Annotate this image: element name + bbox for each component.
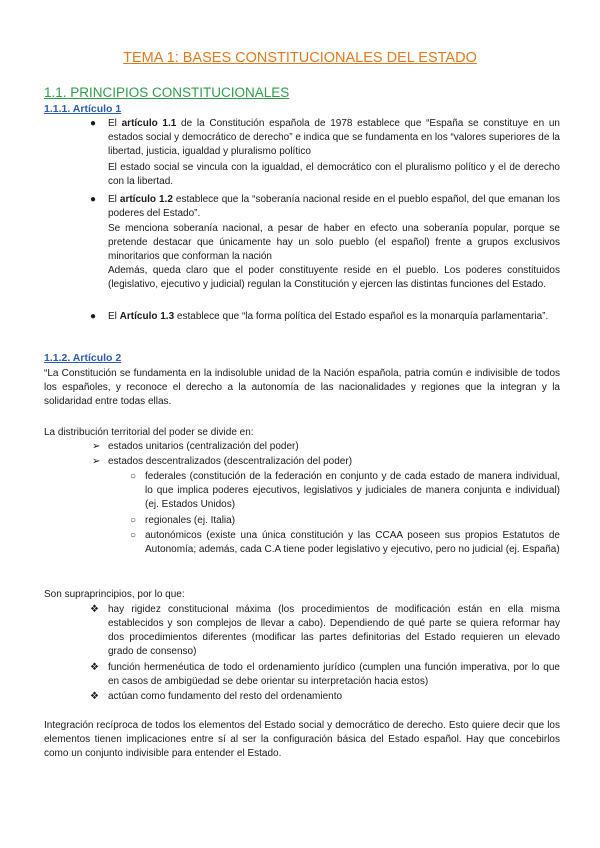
- autonomic-item: autonómicos (existe una única constitución y las CCAA poseen sus propios Estatutos de Autonomía; además, cada C.A tiene poder legislativo y ejecutivo, pero no judicial (ej. España): [145, 530, 560, 555]
- supraprinciple-foundation: actúan como fundamento del resto del ordenamiento: [108, 691, 343, 702]
- text-run: El: [108, 194, 120, 205]
- article-ref: artículo 1.1: [121, 118, 177, 129]
- distribution-intro: La distribución territorial del poder se divide en:: [44, 427, 254, 438]
- article-1-2-item: [108, 193, 560, 221]
- federal-item: federales (constitución de la federación en conjunto y de cada estado de manera individual, lo que implica poderes ejecutivos, legislativos y judiciales de manera conjunta e individual) (ej. Estados Unidos): [145, 471, 560, 510]
- bullet-marker: ●: [90, 118, 97, 129]
- article-1-1-item: [108, 117, 560, 159]
- document-title: TEMA 1: BASES CONSTITUCIONALES DEL ESTADO: [123, 50, 477, 66]
- circle-marker: ○: [130, 530, 137, 541]
- supraprinciple-rigidity: hay rigidez constitucional máxima (los procedimientos de modificación están en ella misma establecidos y son complejos de llevar a cabo). Dependiendo de qué parte se quiera reformar hay dos procedimientos diferentes (modificar las partes definitorias del Estado requieren un elevado grado de consenso): [108, 604, 560, 657]
- diamond-marker: ❖: [90, 691, 99, 702]
- article-1-1-note: El estado social se vincula con la igualdad, el democrático con el pluralismo político y el de derecho con la libertad.: [108, 162, 560, 187]
- article-1-heading: 1.1.1. Artículo 1: [44, 103, 122, 115]
- text-run: establece que la “soberanía nacional reside en el pueblo español, del que emanan los poderes del Estado”.: [108, 194, 560, 219]
- bullet-marker: ●: [90, 311, 97, 322]
- supraprinciple-hermeneutic: función hermenéutica de todo el ordenamiento jurídico (cumplen una función imperativa, por lo que en casos de ambigüedad se debe orientar su interpretación hacia estos): [108, 662, 560, 687]
- circle-marker: ○: [130, 515, 137, 526]
- bullet-marker: ●: [90, 194, 97, 205]
- section-heading: 1.1. PRINCIPIOS CONSTITUCIONALES: [44, 85, 290, 100]
- text-run: El: [108, 311, 120, 322]
- diamond-marker: ❖: [90, 604, 99, 615]
- article-ref: Artículo 1.3: [119, 311, 175, 322]
- arrow-marker: ➢: [92, 441, 101, 452]
- article-1-3-item: [108, 310, 560, 324]
- decentralized-states-item: estados descentralizados (descentralización del poder): [108, 456, 353, 467]
- text-run: El: [108, 118, 122, 129]
- text-run: establece que “la forma política del Estado español es la monarquía parlamentaria”.: [174, 311, 549, 322]
- article-ref: artículo 1.2: [119, 194, 173, 205]
- diamond-marker: ❖: [90, 662, 99, 673]
- circle-marker: ○: [130, 471, 137, 482]
- unitary-states-item: estados unitarios (centralización del poder): [108, 441, 299, 452]
- article-2-heading: 1.1.2. Artículo 2: [44, 352, 122, 364]
- article-1-2-note-2: Además, queda claro que el poder constituyente reside en el pueblo. Los poderes constituidos (legislativo, ejecutivo y judicial) regulan la Constitución y ejercen las distintas funciones del Estado.: [108, 265, 560, 290]
- supraprinciples-intro: Son supraprincipios, por lo que:: [44, 589, 185, 600]
- text-run: de la Constitución española de 1978 establece que “España se constituye en un estados social y democrático de derecho” e indica que se fundamenta en los “valores superiores de la libertad, justicia, igualdad y pluralismo político: [108, 118, 560, 157]
- closing-paragraph: Integración recíproca de todos los elementos del Estado social y democrático de derecho. Esto quiere decir que los elementos tienen implicaciones entre sí al ser la configuración básica del Estado español. Hay que concebirlos como un conjunto indivisible para entender el Estado.: [44, 720, 560, 759]
- article-1-2-note-1: Se menciona soberanía nacional, a pesar de haber en efecto una soberanía popular, porque se pretende destacar que únicamente hay un solo pueblo (el español) frente a grupos exclusivos minoritarios que conforman la nación: [108, 223, 560, 262]
- article-2-quote: “La Constitución se fundamenta en la indisoluble unidad de la Nación española, patria común e indivisible de todos los españoles, y reconoce el derecho a la autonomía de las nacionalidades y regiones que la integran y la solidaridad entre todas ellas.: [44, 368, 560, 407]
- regional-item: regionales (ej. Italia): [145, 515, 236, 526]
- arrow-marker: ➢: [92, 456, 101, 467]
